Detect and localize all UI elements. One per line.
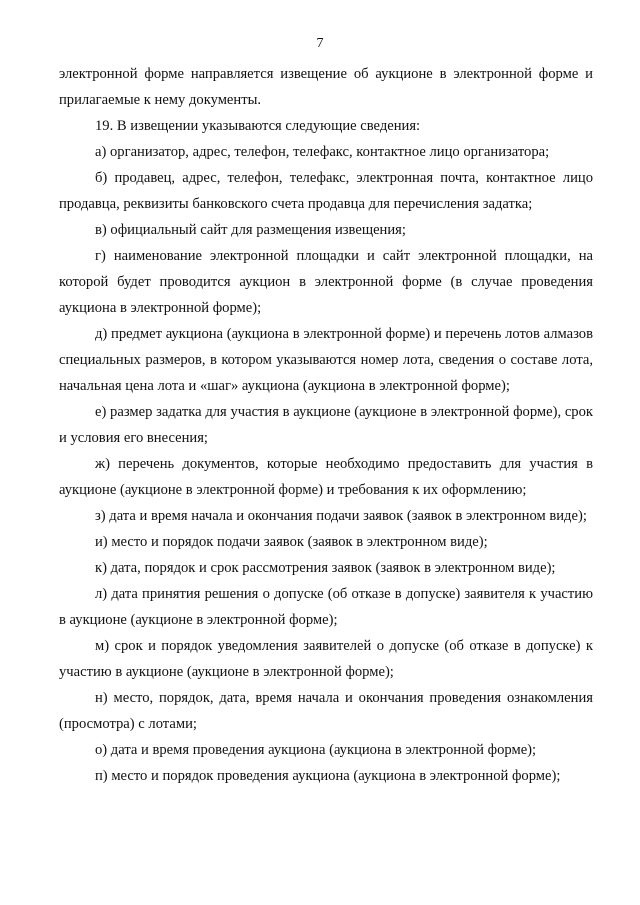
paragraph: б) продавец, адрес, телефон, телефакс, электронная почта, контактное лицо продавца, реквизиты банковского счета продавца для перечисления задатка; — [59, 170, 593, 212]
paragraph: п) место и порядок проведения аукциона (аукциона в электронной форме); — [95, 768, 561, 784]
paragraph: ж) перечень документов, которые необходимо предоставить для участия в аукционе (аукционе в электронной форме) и требования к их оформлению; — [59, 456, 593, 498]
paragraph: о) дата и время проведения аукциона (аукциона в электронной форме); — [95, 742, 537, 758]
paragraph: н) место, порядок, дата, время начала и окончания проведения ознакомления (просмотра) с лотами; — [59, 690, 593, 732]
paragraph: е) размер задатка для участия в аукционе (аукционе в электронной форме), срок и условия его внесения; — [59, 404, 593, 446]
paragraph: м) срок и порядок уведомления заявителей о допуске (об отказе в допуске) к участию в аукционе (аукционе в электронной форме); — [59, 638, 593, 680]
paragraph: к) дата, порядок и срок рассмотрения заявок (заявок в электронном виде); — [95, 560, 556, 576]
paragraph: г) наименование электронной площадки и сайт электронной площадки, на которой будет проводится аукцион в электронной форме (в случае проведения аукциона в электронной форме); — [59, 248, 593, 316]
paragraph: д) предмет аукциона (аукциона в электронной форме) и перечень лотов алмазов специальных размеров, в котором указываются номер лота, сведения о составе лота, начальная цена лота и «шаг» аукциона (аукциона в электронной форме); — [59, 326, 593, 394]
paragraph: и) место и порядок подачи заявок (заявок в электронном виде); — [95, 534, 488, 550]
paragraph: л) дата принятия решения о допуске (об отказе в допуске) заявителя к участию в аукционе (аукционе в электронной форме); — [59, 586, 593, 628]
page-number: 7 — [316, 36, 324, 51]
paragraph: электронной форме направляется извещение об аукционе в электронной форме и прилагаемые к нему документы. — [59, 66, 593, 108]
document-body — [59, 61, 593, 789]
paragraph: в) официальный сайт для размещения извещения; — [95, 222, 406, 238]
paragraph: 19. В извещении указываются следующие сведения: — [95, 118, 421, 134]
paragraph: а) организатор, адрес, телефон, телефакс, контактное лицо организатора; — [95, 144, 550, 160]
paragraph: з) дата и время начала и окончания подачи заявок (заявок в электронном виде); — [95, 508, 587, 524]
